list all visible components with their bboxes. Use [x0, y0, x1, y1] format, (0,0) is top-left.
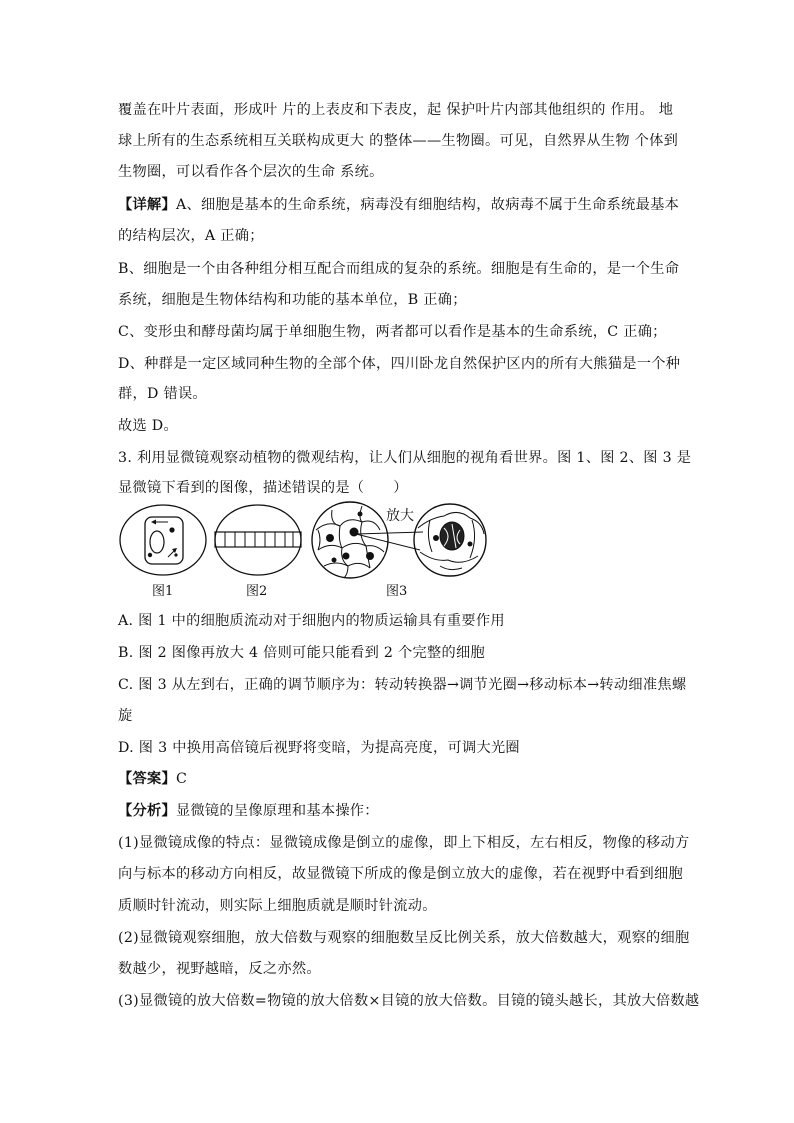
- text-line: (2)显微镜观察细胞，放大倍数与观察的细胞数呈反比例关系，放大倍数越大，观察的细胞: [118, 930, 690, 946]
- text-line: D、种群是一定区域同种生物的全部个体，四川卧龙自然保护区内的所有大熊猫是一个种: [118, 356, 681, 372]
- detail-first-line: [118, 195, 679, 215]
- text-line: 球上所有的生态系统相互关联构成更大 的整体——生物圈。可见，自然界从生物 个体到: [118, 133, 679, 149]
- option-d: D. 图 3 中换用高倍镜后视野将变暗，为提高亮度，可调大光圈: [118, 740, 520, 756]
- magnify-label: 放大: [386, 508, 414, 524]
- text-line: 质顺时针流动，则实际上细胞质就是顺时针流动。: [118, 898, 437, 914]
- figure3-low-image: [312, 502, 388, 578]
- figure3-label: 图3: [386, 584, 408, 599]
- figure1-label: 图1: [152, 584, 174, 599]
- question-stem: 3. 利用显微镜观察动植物的微观结构，让人们从细胞的视角看世界。图 1、图 2、图 3 是: [118, 450, 692, 466]
- figure3-high-image: [414, 504, 486, 576]
- text-line: (1)显微镜成像的特点：显微镜成像是倒立的虚像，即上下相反，左右相反，物像的移动方: [118, 835, 690, 851]
- detail-text: A、细胞是基本的生命系统，病毒没有细胞结构，故病毒不属于生命系统最基本: [175, 197, 680, 213]
- option-c-continued: 旋: [118, 708, 133, 724]
- question-stem: 显微镜下看到的图像，描述错误的是（ ）: [118, 480, 408, 496]
- option-c: C. 图 3 从左到右，正确的调节顺序为：转动转换器→调节光圈→移动标本→转动细准焦螺: [118, 677, 687, 693]
- text-line: (3)显微镜的放大倍数=物镜的放大倍数×目镜的放大倍数。目镜的镜头越长，其放大倍数越: [118, 993, 700, 1009]
- microscope-figure-svg: [118, 500, 498, 605]
- analysis-title: 显微镜的呈像原理和基本操作：: [175, 803, 379, 819]
- text-line: 数越少，视野越暗，反之亦然。: [118, 961, 321, 977]
- microscope-figure: [118, 500, 498, 605]
- answer-value: C: [175, 771, 188, 787]
- text-line: 的结构层次，A 正确；: [118, 228, 264, 244]
- figure2-image: [215, 505, 301, 575]
- option-b: B. 图 2 图像再放大 4 倍则可能只能看到 2 个完整的细胞: [118, 645, 485, 661]
- magnify-pointer: [356, 532, 423, 534]
- analysis-tag: 【分析】: [118, 803, 176, 819]
- text-line: 群，D 错误。: [118, 386, 207, 402]
- option-a: A. 图 1 中的细胞质流动对于细胞内的物质运输具有重要作用: [118, 613, 505, 629]
- text-line: 故选 D。: [118, 418, 178, 434]
- text-line: 覆盖在叶片表面，形成叶 片的上表皮和下表皮，起 保护叶片内部其他组织的 作用。 地: [118, 102, 674, 118]
- analysis-line: [118, 801, 379, 821]
- text-line: 向与标本的移动方向相反，故显微镜下所成的像是倒立放大的虚像，若在视野中看到细胞: [118, 866, 684, 882]
- text-line: C、变形虫和酵母菌均属于单细胞生物，两者都可以看作是基本的生命系统，C 正确；: [118, 324, 667, 340]
- text-line: 系统，细胞是生物体结构和功能的基本单位，B 正确；: [118, 292, 467, 308]
- text-line: 生物圈，可以看作各个层次的生命 系统。: [118, 164, 384, 180]
- answer-line: [118, 769, 187, 789]
- text-line: B、细胞是一个由各种组分相互配合而组成的复杂的系统。细胞是有生命的，是一个生命: [118, 261, 680, 277]
- figure1-image: [120, 505, 206, 575]
- answer-tag: 【答案】: [118, 771, 176, 787]
- detail-tag: 【详解】: [118, 197, 176, 213]
- figure2-label: 图2: [246, 584, 268, 599]
